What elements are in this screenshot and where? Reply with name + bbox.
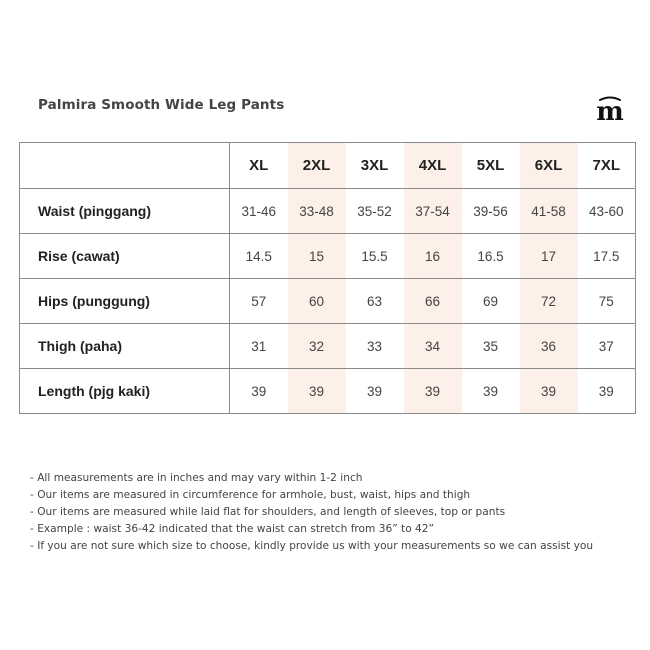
note-line: - If you are not sure which size to choose, kindly provide us with your measurements so we can assist you (30, 540, 594, 552)
table-cell: 33 (346, 324, 404, 369)
table-cell: 60 (288, 279, 346, 324)
table-cell: 39 (520, 369, 578, 414)
table-row (20, 279, 636, 324)
table-cell: 39 (462, 369, 520, 414)
table-cell: 14.5 (230, 234, 288, 279)
table-cell: 37 (578, 324, 636, 369)
table-cell: 39 (288, 369, 346, 414)
brand-logo-icon (592, 92, 628, 124)
brand-logo-letter: m (596, 97, 624, 124)
product-title: Palmira Smooth Wide Leg Pants (38, 97, 285, 113)
table-cell: 37-54 (404, 189, 462, 234)
brand-logo (592, 92, 628, 124)
table-row (20, 369, 636, 414)
size-header: 4XL (404, 143, 462, 189)
table-cell: 15.5 (346, 234, 404, 279)
row-label: Thigh (paha) (20, 324, 230, 369)
table-row (20, 324, 636, 369)
table-cell: 33-48 (288, 189, 346, 234)
table-cell: 57 (230, 279, 288, 324)
size-header: 2XL (288, 143, 346, 189)
table-header-row (20, 143, 636, 189)
table-cell: 41-58 (520, 189, 578, 234)
table-cell: 69 (462, 279, 520, 324)
table-cell: 39 (346, 369, 404, 414)
table-cell: 32 (288, 324, 346, 369)
table-cell: 16 (404, 234, 462, 279)
note-line: - Example : waist 36-42 indicated that the waist can stretch from 36” to 42” (30, 523, 435, 535)
note-line: - Our items are measured while laid flat for shoulders, and length of sleeves, top or pants (30, 506, 506, 518)
table-cell: 36 (520, 324, 578, 369)
size-chart-table (19, 142, 636, 414)
row-label: Waist (pinggang) (20, 189, 230, 234)
table-cell: 66 (404, 279, 462, 324)
table-cell: 39 (578, 369, 636, 414)
table-cell: 35 (462, 324, 520, 369)
table-cell: 35-52 (346, 189, 404, 234)
table-cell: 17 (520, 234, 578, 279)
table-cell: 63 (346, 279, 404, 324)
size-header: 3XL (346, 143, 404, 189)
row-label: Hips (punggung) (20, 279, 230, 324)
table-cell: 39 (404, 369, 462, 414)
table-cell: 72 (520, 279, 578, 324)
size-header: 5XL (462, 143, 520, 189)
table-cell: 39 (230, 369, 288, 414)
row-label: Rise (cawat) (20, 234, 230, 279)
table-cell: 31-46 (230, 189, 288, 234)
note-line: - All measurements are in inches and may vary within 1-2 inch (30, 472, 363, 484)
table-cell: 34 (404, 324, 462, 369)
table-cell: 39-56 (462, 189, 520, 234)
table-cell: 16.5 (462, 234, 520, 279)
measurement-notes (30, 470, 630, 555)
table-row (20, 234, 636, 279)
size-header: XL (230, 143, 288, 189)
table-cell: 43-60 (578, 189, 636, 234)
table-row (20, 189, 636, 234)
table-cell: 75 (578, 279, 636, 324)
row-label: Length (pjg kaki) (20, 369, 230, 414)
note-line: - Our items are measured in circumference for armhole, bust, waist, hips and thigh (30, 489, 471, 501)
table-cell: 15 (288, 234, 346, 279)
table-cell: 17.5 (578, 234, 636, 279)
table-cell: 31 (230, 324, 288, 369)
header-corner-cell (20, 143, 230, 189)
size-header: 7XL (578, 143, 636, 189)
size-header: 6XL (520, 143, 578, 189)
